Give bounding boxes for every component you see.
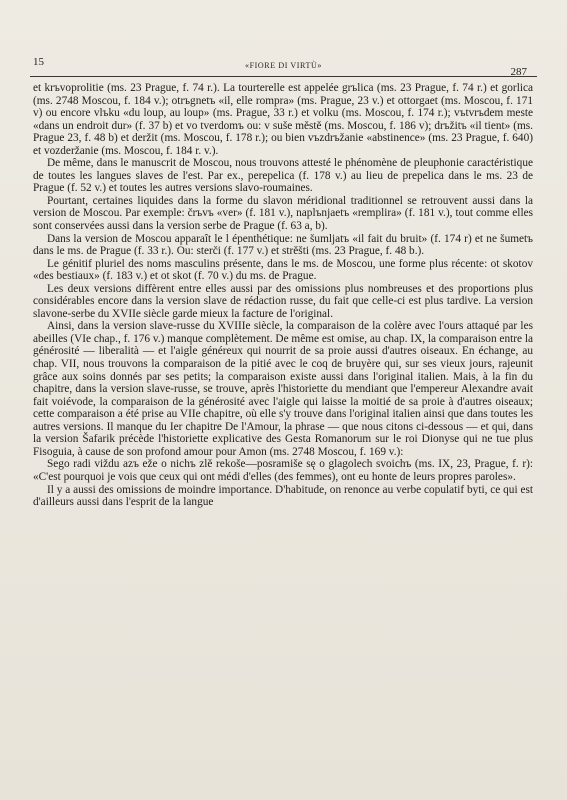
paragraph: Les deux versions diffèrent entre elles aussi par des omissions plus nombreuses et des proportions plus considérables encore dans la version slave de rédaction russe, du fait que celle-ci est plus tardive. La version slavone-serbe du XVIIe siècle garde mieux la facture de l'original. — [33, 282, 533, 320]
page-header — [30, 56, 537, 78]
running-title: «FIORE DI VIRTÙ» — [245, 61, 322, 70]
paragraph: Le génitif pluriel des noms masculins présente, dans le ms. de Moscou, une forme plus récente: ot skotov «des bestiaux» (f. 183 v.) et ot skot (f. 70 v.) du ms. de Prague. — [33, 257, 533, 283]
page-number-left: 15 — [33, 56, 44, 68]
body-text — [33, 82, 533, 509]
header-rule — [30, 76, 537, 77]
paragraph: Ainsi, dans la version slave-russe du XVIIIe siècle, la comparaison de la colère avec l'ours attaqué par les abeilles (VIe chap., f. 176 v.) manque complètement. De même est omise, au chap. IX, la comparaison entre la générosité — liberalità — et l'aigle généreux qui nourrit de sa proie aussi d'autres oiseaux. En échange, au chap. VII, nous trouvons la comparaison de la pitié avec le coq de bruyère qui, sur ses vieux jours, rajeunit grâce aux soins donnés par ses petits; la comparaison existe aussi dans l'original italien. Mais, à la fin du chapitre, dans la version slave-russe, se trouve, après l'historiette du mendiant que l'empereur Alexandre avait fait voiévode, la comparaison de la générosité avec l'aigle qui laisse la moitié de sa proie à d'autres oiseaux; cette comparaison a été prise au VIIe chapitre, où elle s'y trouve dans l'original italien ainsi que dans toutes les autres versions. Il manque du Ier chapitre De l'Amour, la phrase — que nous citons ci-dessous — et qui, dans la version Šafarik précède l'historiette explicative des Gesta Romanorum sur le roi Dionyse qui ne tue plus Fisoguia, à cause de son profond amour pour Amon (ms. 2748 Moscou, f. 169 v.): — [33, 320, 533, 458]
page-number-right: 287 — [510, 66, 527, 78]
paragraph: et krъvoprolitie (ms. 23 Prague, f. 74 r.). La tourterelle est appelée grъlica (ms. 23 Prague, f. 74 r.) et gorlica (ms. 2748 Moscou, f. 184 v.); otrъgnetъ «il, elle rompra» (ms. Prague, 23 v.) et ottorgaet (ms. Moscou, f. 171 v) ou encore vlъku «du loup, au loup» (ms. Prague, 33 r.) et volku (ms. Moscou, f. 174 r.); vъtvrъdem meste «dans un endroit dur» (f. 37 b) et vo tverdomъ ou: v suše městě (ms. Moscou, f. 186 v); drъžitъ «il tient» (ms. Prague 23, f. 48 b) et deržit (ms. Moscou, f. 178 r.); ou bien vъzdrъžanie «abstinence» (ms. 23 Prague, f. 640) et vozderžanie (ms. Moscou, f. 184 r. v.). — [33, 82, 533, 157]
paragraph: Pourtant, certaines liquides dans la forme du slavon méridional traditionnel se retrouvent aussi dans la version de Moscou. Par exemple: črъvъ «ver» (f. 181 v.), naplъnjaetъ «remplira» (f. 181 v.), tout comme elles sont conservées aussi dans la version serbe de Prague (f. 63 a, b). — [33, 194, 533, 233]
paragraph: De même, dans le manuscrit de Moscou, nous trouvons attesté le phénomène de pleuphonie caractéristique de toutes les langues slaves de l'est. Par ex., perepelica (f. 178 v.) au lieu de prepelica dans le ms. 23 de Prague (f. 52 v.) et toutes les autres versions slavo-roumaines. — [33, 157, 533, 195]
paragraph: Dans la version de Moscou apparaît le l épenthétique: ne šumljatъ «il fait du bruit» (f. 174 r) et ne šumetъ dans le ms. de Prague (f. 33 r.). Ou: sterči (f. 177 v.) et strěšti (ms. 23 Prague, f. 48 b.). — [33, 232, 533, 258]
paragraph: Il y a aussi des omissions de moindre importance. D'habitude, on renonce au verbe copulatif byti, ce qui est d'ailleurs aussi dans l'esprit de la langue — [33, 483, 533, 509]
paragraph: Sego radi viždu azъ eže o nichъ zlě rekoše—posramiše sę o glagolech svoichъ (ms. IX, 23, Prague, f. r): «C'est pourquoi je vois que ceux qui ont médi d'elles (des femmes), ont eu honte de leurs propres paroles». — [33, 458, 533, 483]
